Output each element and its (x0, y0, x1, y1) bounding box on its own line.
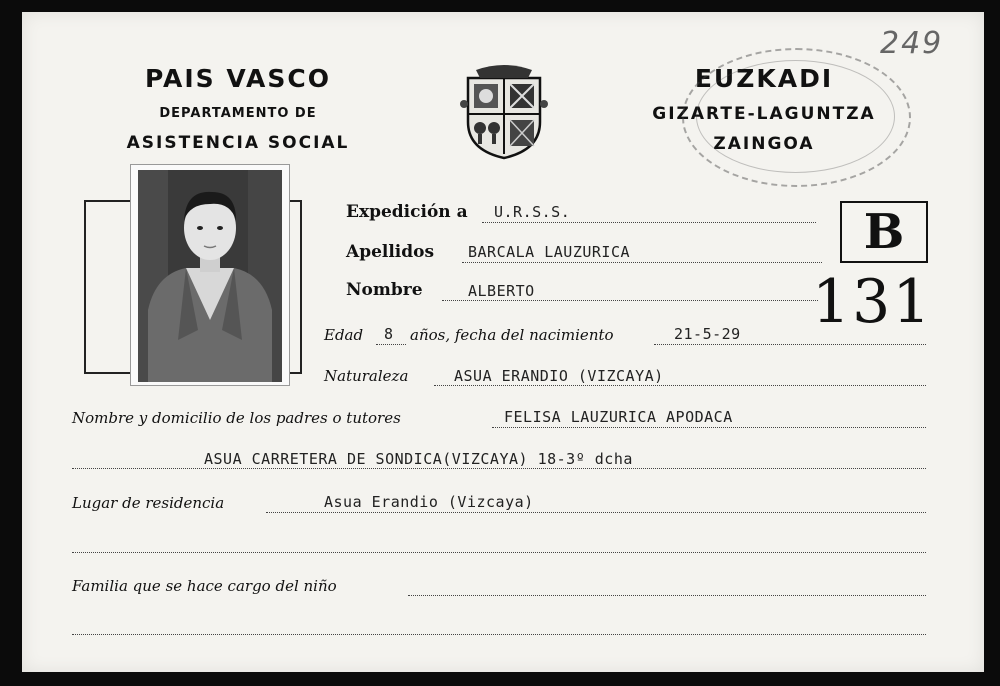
header-right-subtitle: GIZARTE-LAGUNTZA (652, 104, 876, 124)
familia-label: Familia que se hace cargo del niño (72, 577, 337, 595)
padres-line-2 (72, 468, 926, 469)
residencia-label: Lugar de residencia (72, 494, 225, 512)
edad-line (376, 344, 406, 345)
apellidos-line (462, 262, 822, 263)
expedicion-value: U.R.S.S. (494, 203, 571, 221)
oval-stamp-inner (696, 60, 895, 173)
expedicion-line (482, 222, 816, 223)
naturaleza-value: ASUA ERANDIO (VIZCAYA) (454, 367, 664, 385)
residencia-value: Asua Erandio (Vizcaya) (324, 493, 534, 511)
edad-label: Edad (324, 326, 364, 344)
coat-of-arms-icon (458, 64, 550, 160)
familia-line-2 (72, 634, 926, 635)
naturaleza-line (434, 385, 926, 386)
apellidos-label: Apellidos (346, 242, 435, 262)
header-left-department: ASISTENCIA SOCIAL (126, 133, 350, 153)
nombre-label: Nombre (346, 280, 423, 300)
card-number: 131 (812, 267, 933, 337)
residencia-line-2 (72, 552, 926, 553)
naturaleza-label: Naturaleza (324, 367, 409, 385)
header-left-title: PAIS VASCO (145, 64, 331, 93)
nombre-line (442, 300, 818, 301)
padres-line (492, 427, 926, 428)
header-right-title: EUZKADI (694, 64, 834, 93)
familia-line (408, 595, 926, 596)
edad-label-mid: años, fecha del nacimiento (410, 326, 614, 344)
birth-date-value: 21-5-29 (674, 325, 741, 343)
header-right-subtitle-2: ZAINGOA (713, 134, 815, 154)
header-left-subtitle: DEPARTAMENTO DE (159, 106, 317, 121)
photo-bracket-right (288, 200, 302, 374)
series-letter-box: B (840, 201, 928, 263)
apellidos-value: BARCALA LAUZURICA (468, 243, 631, 261)
residencia-line (266, 512, 926, 513)
expedicion-label: Expedición a (346, 202, 468, 222)
child-photo (130, 164, 290, 386)
registration-card (22, 12, 984, 672)
padres-value-line2: ASUA CARRETERA DE SONDICA(VIZCAYA) 18-3º dcha (204, 450, 633, 468)
edad-value: 8 (384, 325, 394, 343)
birth-date-line (654, 344, 926, 345)
padres-value-line1: FELISA LAUZURICA APODACA (504, 408, 733, 426)
photo-bracket-left (84, 200, 130, 374)
handwritten-number: 249 (880, 26, 944, 61)
nombre-value: ALBERTO (468, 282, 535, 300)
padres-label: Nombre y domicilio de los padres o tutores (72, 409, 401, 427)
